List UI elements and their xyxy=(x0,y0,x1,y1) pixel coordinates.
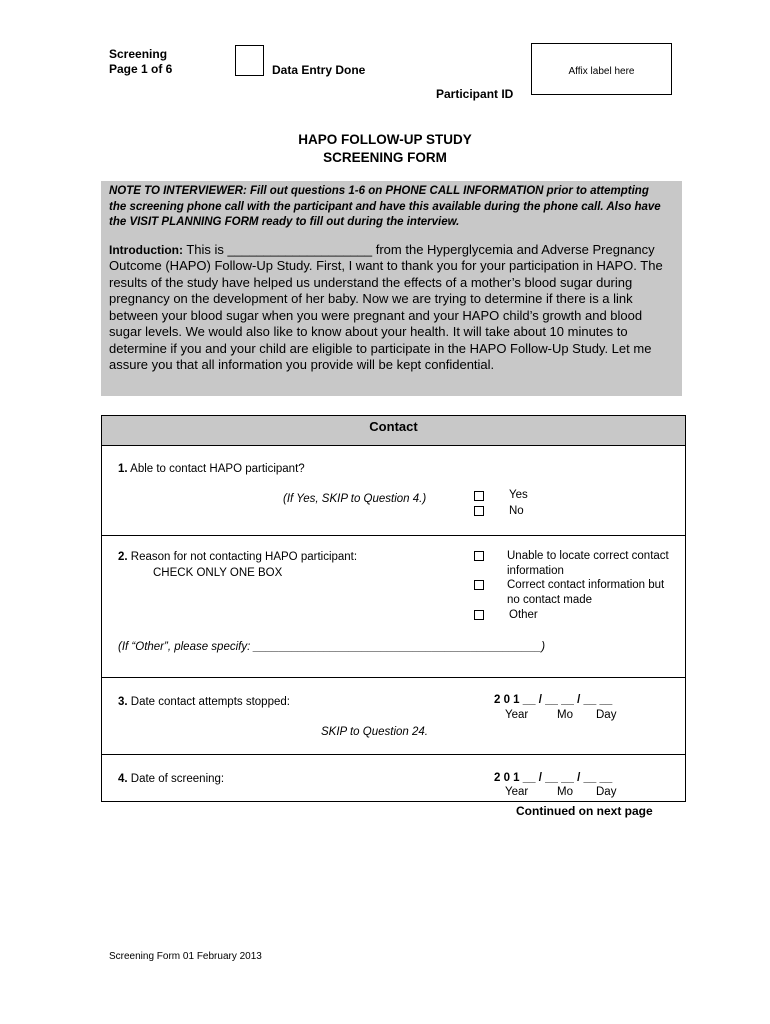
question-2-number: 2. xyxy=(118,551,128,563)
q4-month-label: Mo xyxy=(557,786,573,798)
q1-yes-checkbox[interactable] xyxy=(474,491,484,501)
participant-id-label: Participant ID xyxy=(436,87,514,101)
introduction-body: This is ____________________ from the Hyperglycemia and Adverse Pregnancy Outcome (HAPO) Follow-Up Study. First, I want to thank you for your participation in HAPO. The results of the study have helped us understand the effects of a mother’s blood sugar during pregnancy on the development of her baby. Now we are trying to determine if there is a link between your blood sugar when you were pregnant and your HAPO child’s growth and blood sugar levels. We would also like to know about your health. It will take about 10 minutes to determine if you and your child are eligible to participate in the HAPO Follow-Up Study. Let me assure you that all information you provide will be kept confidential. xyxy=(109,241,663,372)
interviewer-note-box xyxy=(101,181,682,396)
question-1-skip: (If Yes, SKIP to Question 4.) xyxy=(283,493,427,505)
question-4 xyxy=(118,772,224,787)
question-4-number: 4. xyxy=(118,773,128,785)
affix-label-text: Affix label here xyxy=(568,66,635,77)
screening-label: Screening xyxy=(109,47,168,61)
question-3-number: 3. xyxy=(118,696,128,708)
form-title xyxy=(0,131,770,167)
continued-note: Continued on next page xyxy=(516,804,653,818)
q2-unable-checkbox[interactable] xyxy=(474,551,484,561)
screening-header xyxy=(109,47,172,77)
question-2 xyxy=(118,550,357,565)
interviewer-note: NOTE TO INTERVIEWER: Fill out questions 1-6 on PHONE CALL INFORMATION prior to attempting the screening phone call with the participant and have this available during the phone call. Also have the VISIT PLANNING FORM ready to fill out during the interview. xyxy=(109,185,661,228)
row-divider xyxy=(102,754,685,755)
form-footer: Screening Form 01 February 2013 xyxy=(109,951,262,962)
q3-month-label: Mo xyxy=(557,709,573,721)
data-entry-label: Data Entry Done xyxy=(272,63,366,77)
q2-other-specify: (If “Other”, please specify: _____________________________________________) xyxy=(118,641,546,653)
q2-unable-label: Unable to locate correct contact information xyxy=(507,550,669,577)
question-1 xyxy=(118,462,305,477)
question-3-text: Date contact attempts stopped: xyxy=(127,696,290,708)
q4-date-field[interactable]: 2 0 1 __ / __ __ / __ __ xyxy=(494,772,613,784)
question-2-instruction: CHECK ONLY ONE BOX xyxy=(153,567,283,579)
question-1-number: 1. xyxy=(118,463,128,475)
title-line-2: SCREENING FORM xyxy=(323,150,447,165)
affix-label-box xyxy=(531,43,672,95)
question-1-text: Able to contact HAPO participant? xyxy=(127,463,305,475)
introduction-text xyxy=(109,242,677,374)
q1-no-label: No xyxy=(509,505,524,517)
data-entry-checkbox[interactable] xyxy=(235,45,264,76)
row-divider xyxy=(102,535,685,536)
introduction-label: Introduction: xyxy=(109,242,183,257)
contact-section xyxy=(101,415,686,802)
q4-day-label: Day xyxy=(596,786,617,798)
q1-no-checkbox[interactable] xyxy=(474,506,484,516)
q4-year-label: Year xyxy=(505,786,529,798)
q2-no-contact-checkbox[interactable] xyxy=(474,580,484,590)
q1-yes-label: Yes xyxy=(509,489,528,501)
question-2-text: Reason for not contacting HAPO participant: xyxy=(127,551,358,563)
q3-date-field[interactable]: 2 0 1 __ / __ __ / __ __ xyxy=(494,694,613,706)
question-4-text: Date of screening: xyxy=(127,773,225,785)
page-number: Page 1 of 6 xyxy=(109,62,173,76)
q3-day-label: Day xyxy=(596,709,617,721)
question-3-skip: SKIP to Question 24. xyxy=(321,726,428,738)
contact-heading: Contact xyxy=(102,416,685,446)
q2-other-label: Other xyxy=(509,609,538,621)
q2-no-contact-label: Correct contact information but no contact made xyxy=(507,579,665,606)
q2-other-checkbox[interactable] xyxy=(474,610,484,620)
question-3 xyxy=(118,695,290,710)
q3-year-label: Year xyxy=(505,709,529,721)
title-line-1: HAPO FOLLOW-UP STUDY xyxy=(298,132,472,147)
row-divider xyxy=(102,677,685,678)
